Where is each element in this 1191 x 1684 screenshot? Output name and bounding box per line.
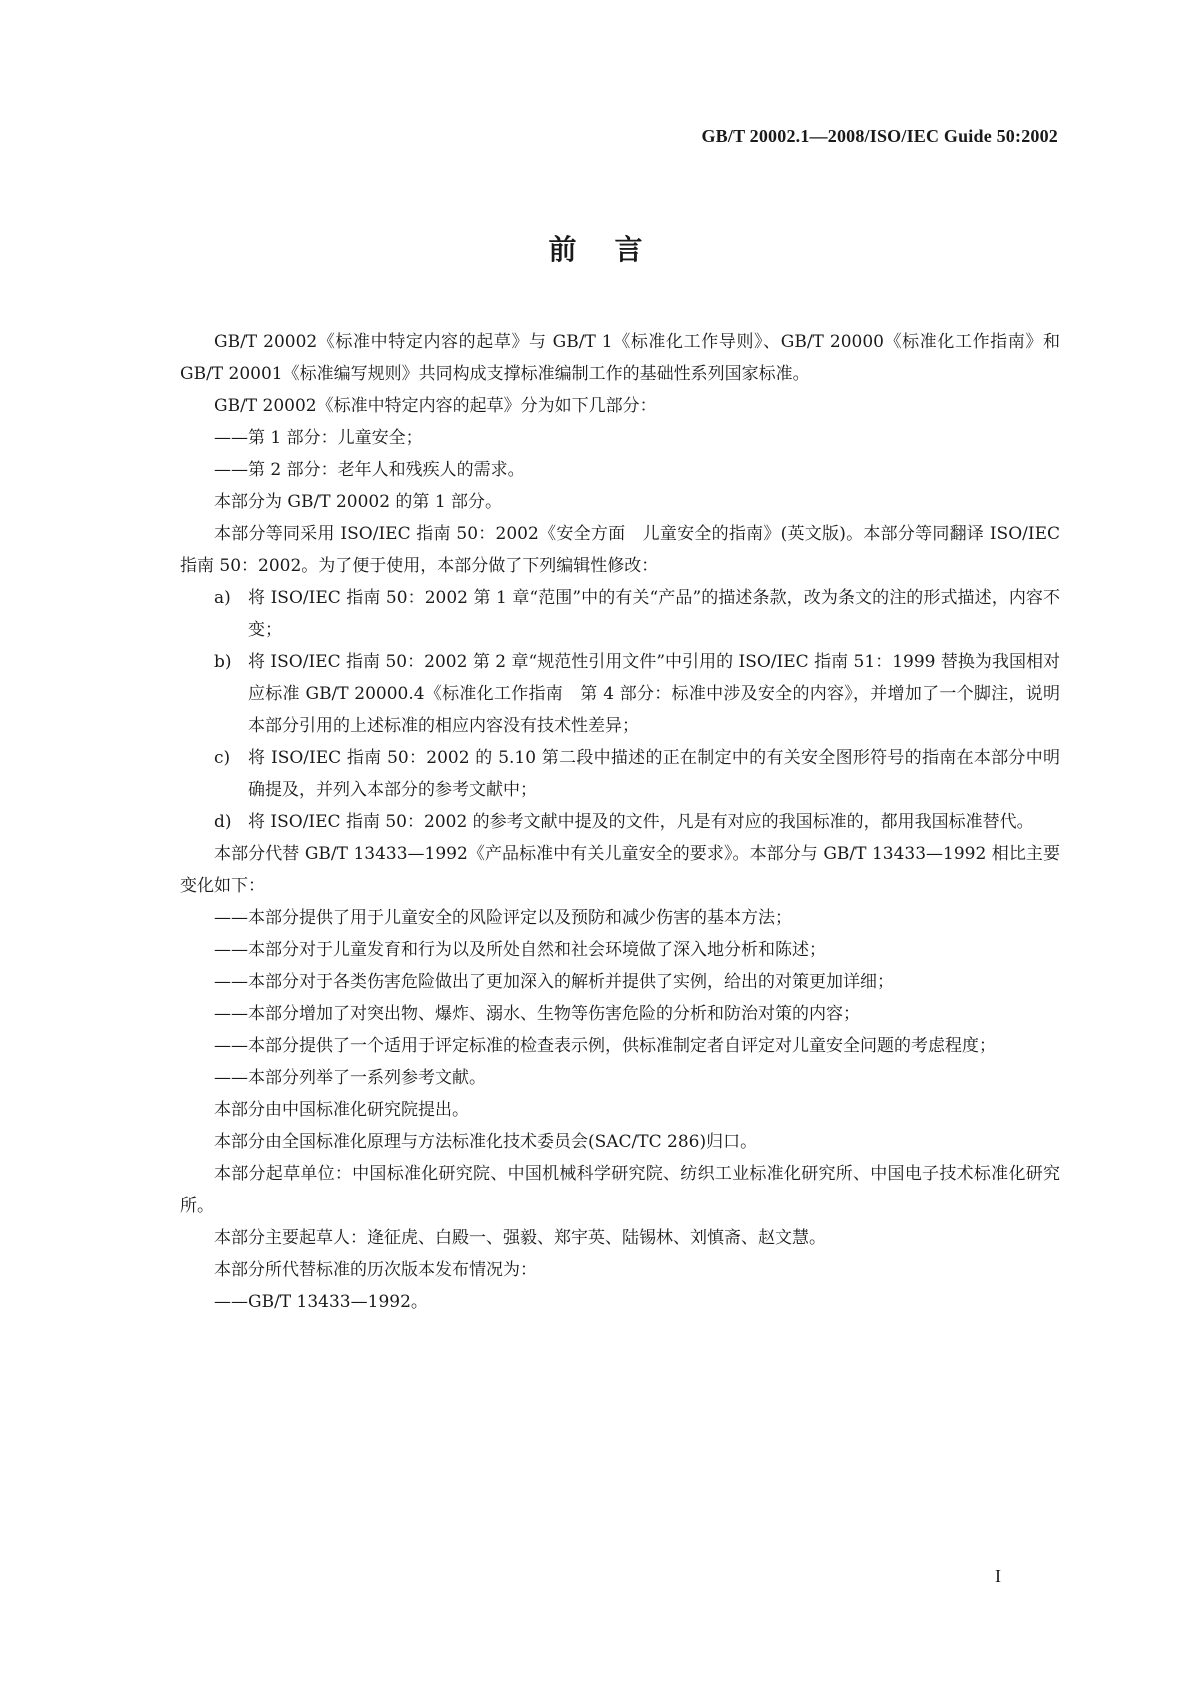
standard-code: GB/T 20002.1—2008/ISO/IEC Guide 50:2002	[701, 126, 1058, 146]
part-list-item: ——第 2 部分：老年人和残疾人的需求。	[214, 460, 525, 480]
edit-list-item	[180, 742, 1060, 806]
list-text: 将 ISO/IEC 指南 50：2002 的参考文献中提及的文件，凡是有对应的我国标准的，都用我国标准替代。	[248, 812, 1034, 832]
foreword-body	[180, 326, 1060, 1318]
change-list-item: ——本部分对于各类伤害危险做出了更加深入的解析并提供了实例，给出的对策更加详细；	[214, 972, 894, 992]
edit-list-item	[180, 582, 1060, 646]
part-list-item: ——第 1 部分：儿童安全；	[214, 428, 423, 448]
paragraph-this-part: 本部分为 GB/T 20002 的第 1 部分。	[214, 492, 503, 512]
page-number: I	[995, 1566, 1001, 1586]
list-marker: b)	[214, 652, 232, 672]
list-marker: a)	[214, 588, 231, 608]
change-list-item: ——本部分提供了用于儿童安全的风险评定以及预防和减少伤害的基本方法；	[214, 908, 792, 928]
edit-list-item	[180, 806, 1060, 838]
history-list-item: ——GB/T 13433—1992。	[214, 1292, 428, 1312]
paragraph-proposer: 本部分由中国标准化研究院提出。	[214, 1100, 469, 1120]
paragraph-series-intro: GB/T 20002《标准中特定内容的起草》与 GB/T 1《标准化工作导则》、GB/T 20000《标准化工作指南》和 GB/T 20001《标准编写规则》共同构成支撑标准编制工作的基础性系列国家标准。	[180, 332, 1060, 384]
paragraph-history: 本部分所代替标准的历次版本发布情况为：	[214, 1260, 537, 1280]
paragraph-parts-intro: GB/T 20002《标准中特定内容的起草》分为如下几部分：	[214, 396, 657, 416]
list-text: 将 ISO/IEC 指南 50：2002 第 1 章“范围”中的有关“产品”的描述条款，改为条文的注的形式描述，内容不变；	[248, 588, 1060, 640]
list-text: 将 ISO/IEC 指南 50：2002 第 2 章“规范性引用文件”中引用的 ISO/IEC 指南 51：1999 替换为我国相对应标准 GB/T 20000.4《标准化工作指南 第 4 部分：标准中涉及安全的内容》，并增加了一个脚注，说明本部分引用的上述标准的相应内容没有技术性差异；	[248, 652, 1060, 736]
paragraph-committee: 本部分由全国标准化原理与方法标准化技术委员会(SAC/TC 286)归口。	[214, 1132, 758, 1152]
list-marker: c)	[214, 748, 231, 768]
change-list-item: ——本部分提供了一个适用于评定标准的检查表示例，供标准制定者自评定对儿童安全问题的考虑程度；	[214, 1036, 996, 1056]
change-list-item: ——本部分增加了对突出物、爆炸、溺水、生物等伤害危险的分析和防治对策的内容；	[214, 1004, 860, 1024]
change-list-item: ——本部分列举了一系列参考文献。	[214, 1068, 486, 1088]
page-title: 前言	[548, 233, 681, 266]
paragraph-adoption: 本部分等同采用 ISO/IEC 指南 50：2002《安全方面 儿童安全的指南》(英文版)。本部分等同翻译 ISO/IEC 指南 50：2002。为了便于使用，本部分做了下列编辑性修改：	[180, 524, 1060, 576]
paragraph-replacement: 本部分代替 GB/T 13433—1992《产品标准中有关儿童安全的要求》。本部分与 GB/T 13433—1992 相比主要变化如下：	[180, 844, 1060, 896]
change-list-item: ——本部分对于儿童发育和行为以及所处自然和社会环境做了深入地分析和陈述；	[214, 940, 826, 960]
edit-list-item	[180, 646, 1060, 742]
list-marker: d)	[214, 812, 232, 832]
paragraph-drafting-units: 本部分起草单位：中国标准化研究院、中国机械科学研究院、纺织工业标准化研究所、中国电子技术标准化研究所。	[180, 1164, 1060, 1216]
paragraph-drafters: 本部分主要起草人：逄征虎、白殿一、强毅、郑宇英、陆锡林、刘慎斋、赵文慧。	[214, 1228, 826, 1248]
list-text: 将 ISO/IEC 指南 50：2002 的 5.10 第二段中描述的正在制定中的有关安全图形符号的指南在本部分中明确提及，并列入本部分的参考文献中；	[248, 748, 1060, 800]
